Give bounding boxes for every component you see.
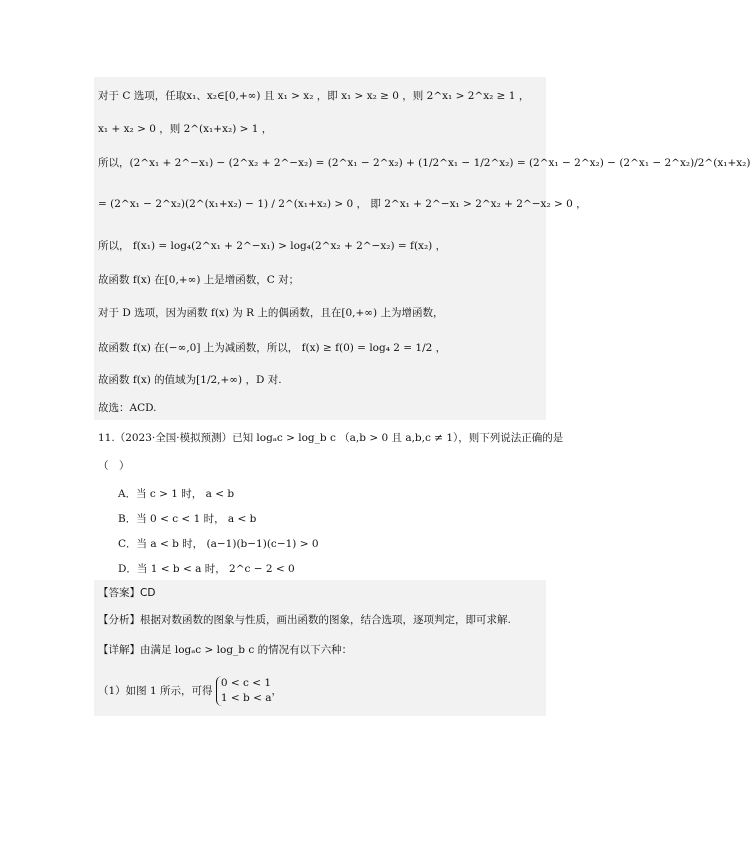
option-a-text: 当 c > 1 时， a < b <box>136 488 235 500</box>
answer-line <box>98 585 155 601</box>
solution-line-3-prefix: 所以， <box>98 157 130 169</box>
option-b <box>118 511 256 527</box>
option-a <box>118 486 234 502</box>
solution-line-10: 故选：ACD. <box>98 402 157 414</box>
option-d <box>118 561 295 577</box>
case-1-row-1: 0 < c < 1 <box>220 677 272 689</box>
analysis-text: 根据对数函数的图象与性质，画出函数的图象，结合选项，逐项判定，即可求解. <box>140 614 511 626</box>
solution-line-4 <box>98 196 587 212</box>
option-d-label: D． <box>118 563 137 575</box>
case-1-suffix: ， <box>271 685 282 697</box>
solution-line-1: 对于 C 选项，任取x₁、x₂∈[0,+∞) 且 x₁ > x₂ ，即 x₁ > x₂ ≥ 0 ，则 2^x₁ > 2^x₂ ≥ 1 ， <box>98 90 530 102</box>
option-b-text: 当 0 < c < 1 时， a < b <box>136 513 257 525</box>
option-b-label: B． <box>118 513 137 525</box>
answer-tag: 【答案】 <box>98 587 140 599</box>
analysis-tag: 【分析】 <box>98 614 140 626</box>
solution-line-2: x₁ + x₂ > 0 ，则 2^(x₁+x₂) > 1 ， <box>98 123 273 135</box>
detail-line <box>98 642 352 658</box>
solution-line-3-expr: (2^x₁ + 2^−x₁) − (2^x₂ + 2^−x₂) = (2^x₁ − 2^x₂) + (1/2^x₁ − 1/2^x₂) = (2^x₁ − 2^x₂) − (2^x₁ − 2^x₂)/2^(x₁+x₂) <box>129 157 750 169</box>
solution-line-7: 对于 D 选项，因为函数 f(x) 为 R 上的偶函数，且在[0,+∞) 上为增函数， <box>98 307 444 319</box>
case-1-row-2: 1 < b < a <box>220 692 272 704</box>
option-d-text: 当 1 < b < a 时， 2^c − 2 < 0 <box>136 563 295 575</box>
solution-line-5: 所以， f(x₁) = log₄(2^x₁ + 2^−x₁) > log₄(2^x₂ + 2^−x₂) = f(x₂) ， <box>98 240 447 252</box>
detail-tag: 【详解】 <box>98 644 140 656</box>
option-c-label: C． <box>118 538 137 550</box>
solution-line-6: 故函数 f(x) 在[0,+∞) 上是增函数，C 对； <box>98 274 300 286</box>
solution-line-9: 故函数 f(x) 的值域为[1/2,+∞) ，D 对. <box>98 374 282 386</box>
answer-value: CD <box>140 587 156 599</box>
question-11-blank: （ ） <box>98 460 130 472</box>
case-1-line <box>98 676 282 706</box>
analysis-line <box>98 612 511 628</box>
solution-line-4-suffix: 即 2^x₁ + 2^−x₁ > 2^x₂ + 2^−x₂ > 0 ， <box>370 198 587 210</box>
option-c-text: 当 a < b 时， (a−1)(b−1)(c−1) > 0 <box>136 538 319 550</box>
solution-line-3 <box>98 155 750 171</box>
solution-line-8: 故函数 f(x) 在(−∞,0] 上为减函数，所以， f(x) ≥ f(0) = log₄ 2 = 1/2 ， <box>98 342 447 354</box>
option-c <box>118 536 319 552</box>
detail-text: 由满足 logₐc > log_b c 的情况有以下六种： <box>140 644 353 656</box>
solution-line-4-expr: = (2^x₁ − 2^x₂)(2^(x₁+x₂) − 1) / 2^(x₁+x₂) > 0 ， <box>98 198 368 210</box>
case-1-system <box>216 676 272 706</box>
option-a-label: A． <box>118 488 137 500</box>
question-11-stem: 11.（2023·全国·模拟预测）已知 logₐc > log_b c （a,b > 0 且 a,b,c ≠ 1），则下列说法正确的是 <box>98 432 564 444</box>
case-1-prefix: （1）如图 1 所示，可得 <box>98 685 213 697</box>
